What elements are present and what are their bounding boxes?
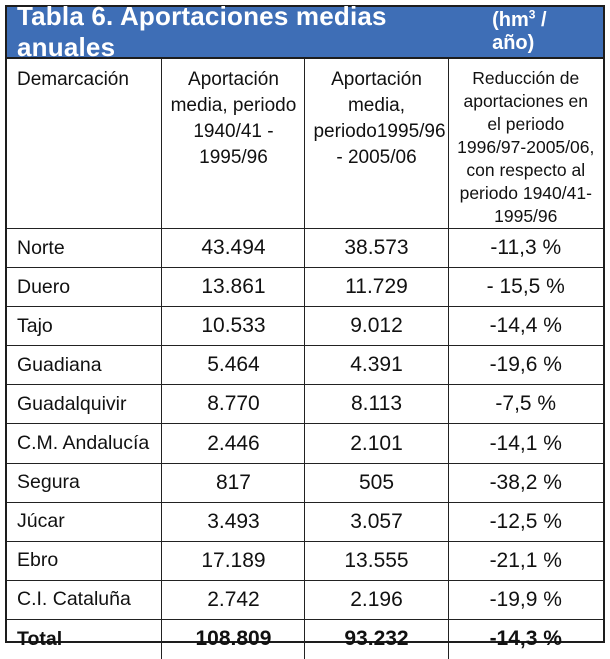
cell-aportacion-1: 3.493	[162, 502, 305, 541]
cell-demarcacion: Duero	[7, 268, 162, 307]
unit-prefix: (hm	[492, 9, 529, 31]
table-row	[7, 424, 603, 463]
cell-aportacion-2: 2.101	[305, 424, 448, 463]
cell-demarcacion: Norte	[7, 229, 162, 268]
cell-aportacion-2: 3.057	[305, 502, 448, 541]
cell-aportacion-2: 505	[305, 463, 448, 502]
data-table	[7, 59, 603, 659]
cell-demarcacion: Guadalquivir	[7, 385, 162, 424]
table-title: Tabla 6. Aportaciones medias anuales	[17, 1, 387, 62]
cell-reduccion: -11,3 %	[448, 229, 603, 268]
cell-total-reduccion: -14,3 %	[448, 619, 603, 658]
cell-total-aportacion-2: 93.232	[305, 619, 448, 658]
total-row	[7, 619, 603, 658]
cell-aportacion-1: 13.861	[162, 268, 305, 307]
cell-reduccion: -19,6 %	[448, 346, 603, 385]
cell-total-aportacion-1: 108.809	[162, 619, 305, 658]
cell-demarcacion: Ebro	[7, 541, 162, 580]
table-title-bar	[7, 1, 603, 62]
cell-aportacion-1: 817	[162, 463, 305, 502]
cell-aportacion-2: 38.573	[305, 229, 448, 268]
table-figure	[5, 1, 605, 651]
table-row	[7, 229, 603, 268]
cell-aportacion-2: 11.729	[305, 268, 448, 307]
table-row	[7, 268, 603, 307]
cell-aportacion-1: 2.742	[162, 580, 305, 619]
cell-aportacion-1: 8.770	[162, 385, 305, 424]
table-row	[7, 307, 603, 346]
table-row	[7, 463, 603, 502]
column-header-aportacion-1995-2006: Aportación media, periodo1995/96 - 2005/06	[305, 59, 448, 229]
table-title-unit	[492, 9, 593, 55]
table-row	[7, 502, 603, 541]
cell-reduccion: -7,5 %	[448, 385, 603, 424]
column-header-aportacion-1940-1996: Aportación media, periodo 1940/41 - 1995/96	[162, 59, 305, 229]
cell-reduccion: -14,1 %	[448, 424, 603, 463]
column-header-reduccion: Reducción de aportaciones en el periodo 1996/97-2005/06, con respecto al periodo 1940/41-1995/96	[448, 59, 603, 229]
cell-aportacion-2: 2.196	[305, 580, 448, 619]
cell-demarcacion: Guadiana	[7, 346, 162, 385]
cell-aportacion-2: 8.113	[305, 385, 448, 424]
cell-aportacion-2: 9.012	[305, 307, 448, 346]
cell-aportacion-1: 43.494	[162, 229, 305, 268]
cell-aportacion-1: 10.533	[162, 307, 305, 346]
cell-aportacion-1: 2.446	[162, 424, 305, 463]
cell-demarcacion: Júcar	[7, 502, 162, 541]
cell-demarcacion: Tajo	[7, 307, 162, 346]
cell-demarcacion: C.I. Cataluña	[7, 580, 162, 619]
cell-aportacion-1: 5.464	[162, 346, 305, 385]
table-row	[7, 541, 603, 580]
header-row	[7, 59, 603, 229]
cell-reduccion: -19,9 %	[448, 580, 603, 619]
cell-reduccion: -14,4 %	[448, 307, 603, 346]
table-row	[7, 385, 603, 424]
cell-aportacion-1: 17.189	[162, 541, 305, 580]
table-row	[7, 346, 603, 385]
cell-reduccion: -38,2 %	[448, 463, 603, 502]
cell-reduccion: -21,1 %	[448, 541, 603, 580]
column-header-demarcacion: Demarcación	[7, 59, 162, 229]
cell-aportacion-2: 13.555	[305, 541, 448, 580]
cell-reduccion: - 15,5 %	[448, 268, 603, 307]
cell-aportacion-2: 4.391	[305, 346, 448, 385]
table-row	[7, 580, 603, 619]
unit-superscript: 3	[528, 7, 536, 22]
cell-reduccion: -12,5 %	[448, 502, 603, 541]
cell-demarcacion: C.M. Andalucía	[7, 424, 162, 463]
cell-demarcacion: Segura	[7, 463, 162, 502]
cell-total-label: Total	[7, 619, 162, 658]
unit-suffix: / año)	[492, 9, 547, 54]
